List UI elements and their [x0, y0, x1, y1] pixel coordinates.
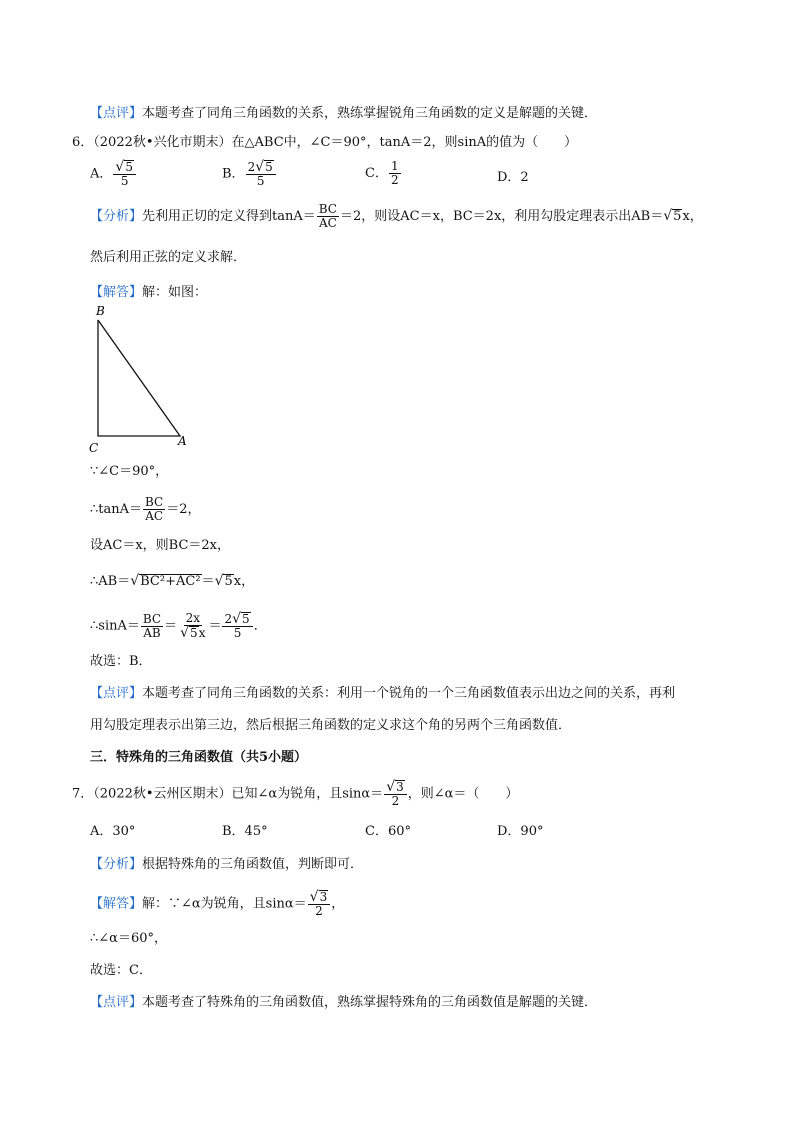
q7-header: [72, 780, 518, 808]
option-label: A．: [90, 166, 113, 182]
q6-option-a: [90, 160, 137, 188]
step-text: ＝: [201, 574, 215, 589]
answer-tag: 【解答】: [90, 896, 143, 912]
fraction: [143, 496, 165, 523]
q6-choose: 故选：B．: [90, 654, 152, 669]
denominator-x: x: [198, 626, 206, 640]
step-text: x，: [233, 574, 255, 589]
q7-option-b: B．45°: [222, 824, 268, 839]
vertex-c-label: C: [89, 441, 99, 455]
q7-option-d: D．90°: [497, 824, 544, 839]
q7-comment: [90, 993, 597, 1013]
q6-analysis: 【分析】先利用正切的定义得到tanA＝ $\frac{BC}{AC}$ ＝2，则设AC＝x，BC＝2x，利用勾股定理表示出AB＝ √ 5 x，: [90, 202, 703, 230]
comment-text: 本题考查了特殊角的三角函数值，熟练掌握特殊角的三角函数值是解题的关键．: [142, 995, 598, 1010]
step-text: ．: [253, 618, 267, 634]
step-text: ∴AB＝: [90, 574, 131, 589]
radicand: 5: [242, 612, 250, 626]
section-heading: 三．特殊角的三角函数值（共5小题）: [90, 750, 308, 765]
q6-analysis-line2: 然后利用正弦的定义求解．: [90, 250, 247, 265]
denominator: 5: [120, 174, 129, 188]
option-label: B．: [222, 166, 245, 182]
vertex-a-label: A: [178, 434, 187, 448]
q6-step-2: [90, 496, 201, 523]
denominator: 2: [391, 794, 400, 808]
radicand: 5: [224, 574, 233, 589]
header-text: ，则∠α＝（ ）: [407, 786, 519, 802]
q6-option-c: [365, 160, 402, 187]
denominator: AC: [318, 216, 337, 230]
analysis-tag: 【分析】: [90, 209, 143, 224]
radicand: 3: [319, 890, 328, 904]
fraction: √ 3 2: [308, 890, 331, 918]
comment-text: 本题考查了同角三角函数的关系：利用一个锐角的一个三角函数值表示出边之间的关系，再利: [142, 686, 676, 701]
answer-text: 解：如图：: [142, 285, 208, 300]
answer-tag: 【解答】: [90, 285, 143, 300]
comment-tag: 【点评】: [90, 106, 143, 121]
step-text: ∴tanA＝: [90, 502, 143, 517]
q6-header: 6．（2022秋•兴化市期末）在△ABC中，∠C＝90°，tanA＝2，则sinA的值为（ ）: [72, 135, 578, 150]
q6-option-d: D．2: [497, 170, 529, 185]
analysis-text: ＝2，则设AC＝x，BC＝2x，利用勾股定理表示出AB＝: [340, 209, 664, 224]
comment-tag: 【点评】: [90, 995, 143, 1010]
answer-text: 解：∵∠α为锐角，且sinα＝: [142, 896, 307, 912]
q7-analysis: [90, 855, 363, 875]
top-comment: [90, 104, 597, 124]
radicand: 5: [265, 160, 273, 174]
q6-option-b: [222, 160, 277, 188]
radicand: BC²+AC²: [140, 574, 201, 589]
fraction: 2 √ 5 5: [246, 160, 276, 188]
analysis-text: 根据特殊角的三角函数值，判断即可．: [142, 857, 364, 872]
denominator: 5: [233, 626, 242, 640]
denominator: 2: [315, 904, 323, 918]
fraction: 2 √ 5 5: [222, 612, 252, 640]
denominator: AB: [143, 625, 161, 640]
numerator: BC: [145, 495, 164, 509]
fraction: [141, 613, 163, 640]
denominator: 5: [256, 174, 265, 188]
q6-comment: [90, 684, 675, 704]
fraction: √ 5 5: [113, 160, 136, 188]
step-text: ＝: [208, 618, 222, 634]
analysis-text: x，: [682, 209, 703, 224]
q7-option-c: C．60°: [365, 824, 411, 839]
radicand: 3: [396, 780, 404, 794]
vertex-b-label: B: [96, 304, 105, 318]
triangle-outline: [98, 320, 180, 436]
radicand: 5: [125, 160, 133, 174]
q6-step-3: 设AC＝x，则BC＝2x，: [90, 538, 231, 553]
q7-option-a: A．30°: [90, 824, 136, 839]
radicand: 5: [190, 626, 198, 640]
answer-text: ，: [331, 896, 345, 912]
analysis-tag: 【分析】: [90, 857, 143, 872]
fraction: 2x √ 5 x: [180, 611, 206, 641]
comment-tag: 【点评】: [90, 686, 143, 701]
numerator: 1: [390, 159, 399, 173]
step-text: ＝: [164, 618, 178, 634]
fraction: [389, 160, 401, 187]
fraction: [317, 203, 339, 230]
coefficient: 2: [247, 160, 256, 174]
numerator: BC: [142, 611, 162, 626]
q6-step-5: [90, 612, 267, 640]
step-text: ＝2，: [166, 502, 201, 517]
header-text: 7．（2022秋•云州区期末）已知∠α为锐角，且sinα＝: [72, 786, 384, 802]
denominator: AC: [145, 509, 164, 523]
comment-text: 本题考查了同角三角函数的关系，熟练掌握锐角三角函数的定义是解题的关键．: [142, 106, 598, 121]
coefficient: 2: [224, 612, 233, 626]
numerator: 2x: [185, 611, 200, 625]
q6-answer: [90, 283, 207, 303]
q6-step-1: ∵∠C＝90°，: [90, 464, 169, 479]
numerator: BC: [318, 202, 337, 216]
q7-choose: 故选：C．: [90, 963, 152, 978]
fraction: √ 3 2: [384, 780, 407, 808]
q6-step-4: ∴AB＝ √ BC²+AC² ＝ √ 5 x，: [90, 573, 255, 589]
q7-answer: [90, 890, 344, 918]
q6-comment-line2: 用勾股定理表示出第三边，然后根据三角函数的定义求这个角的另两个三角函数值．: [90, 718, 572, 733]
option-label: C．: [365, 166, 388, 181]
triangle-figure: [86, 302, 196, 457]
q7-step-1: ∴∠α＝60°，: [90, 931, 167, 946]
radicand: 5: [673, 209, 682, 224]
denominator: 2: [390, 173, 399, 187]
step-text: ∴sinA＝: [90, 618, 140, 634]
analysis-text: 先利用正切的定义得到tanA＝: [142, 209, 316, 224]
